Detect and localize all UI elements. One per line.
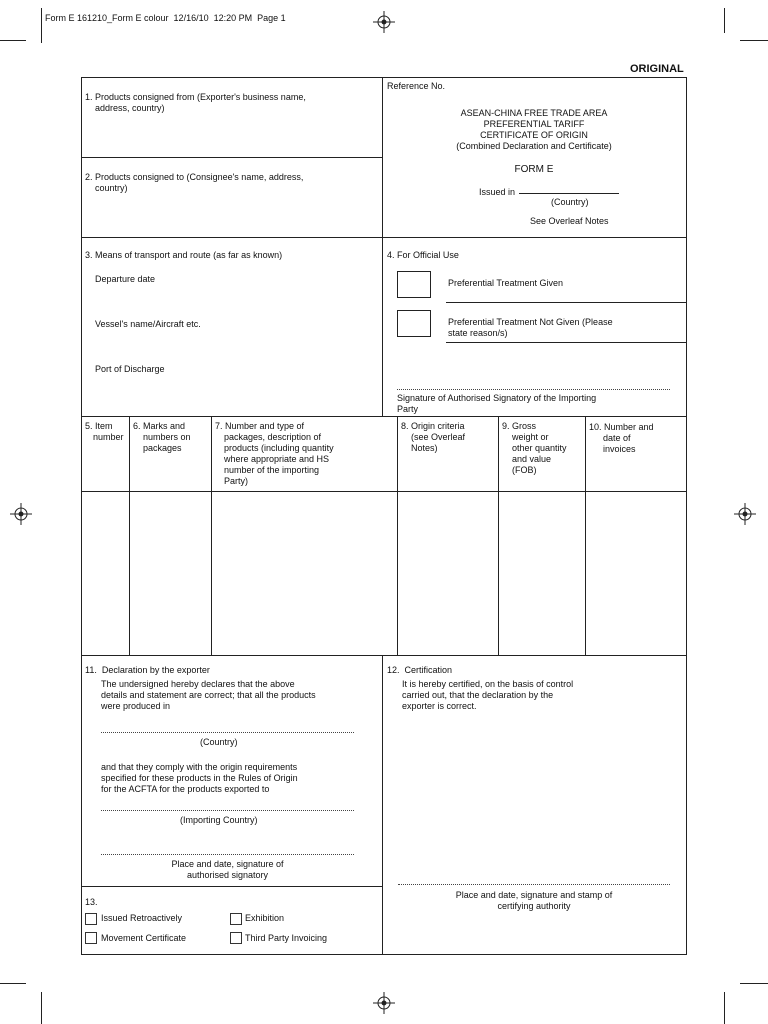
registration-mark-icon (373, 992, 395, 1014)
importing-signatory-label: Signature of Authorised Signatory of the Importing (397, 393, 597, 403)
form-subtitle: (Combined Declaration and Certificate) (456, 141, 612, 151)
issued-in-line (519, 193, 619, 194)
box11-label: 11. Declaration by the exporter (85, 665, 210, 675)
crop-mark (740, 983, 768, 984)
box2-label: country) (95, 183, 128, 193)
col-header-item-number: 5. Item (85, 421, 113, 431)
col-header-description: packages, description of (224, 432, 322, 442)
declaration-text: The undersigned hereby declares that the above (101, 679, 295, 689)
rule (129, 416, 130, 656)
third-party-invoicing-checkbox[interactable] (230, 932, 242, 944)
rule (397, 416, 398, 656)
original-label: ORIGINAL (630, 63, 684, 75)
reference-number-label: Reference No. (387, 81, 446, 91)
exhibition-checkbox[interactable] (230, 913, 242, 925)
col-header-gross-weight: (FOB) (512, 465, 537, 475)
treatment-given-label: Preferential Treatment Given (448, 278, 564, 288)
rule (81, 655, 686, 656)
form-frame (81, 77, 687, 955)
issued-retroactively-label: Issued Retroactively (101, 913, 183, 923)
issued-retroactively-checkbox[interactable] (85, 913, 97, 925)
declaration-text: were produced in (101, 701, 171, 711)
exporter-signature-line (101, 854, 354, 855)
box12-label: 12. Certification (387, 665, 453, 675)
crop-mark (41, 992, 42, 1024)
col-header-gross-weight: weight or (512, 432, 549, 442)
rule (81, 157, 382, 158)
importing-country-caption: (Importing Country) (180, 815, 258, 825)
form-title: PREFERENTIAL TARIFF (483, 119, 585, 129)
certification-text: exporter is correct. (402, 701, 477, 711)
overleaf-notes: See Overleaf Notes (530, 216, 609, 226)
movement-certificate-checkbox[interactable] (85, 932, 97, 944)
importing-signatory-label: Party (397, 404, 419, 414)
col-header-origin-criteria: Notes) (411, 443, 438, 453)
importing-country-line (101, 810, 354, 811)
rule (498, 416, 499, 656)
col-header-gross-weight: other quantity (512, 443, 567, 453)
box13-label: 13. (85, 897, 98, 907)
declaration-text: specified for these products in the Rules of Origin (101, 773, 298, 783)
rule (446, 302, 686, 303)
exporter-signature-caption: authorised signatory (186, 870, 269, 880)
col-header-item-number: number (93, 432, 124, 442)
treatment-not-given-label: state reason/s) (448, 328, 508, 338)
crop-mark (724, 8, 725, 33)
crop-mark (724, 992, 725, 1024)
declaration-text: for the ACFTA for the products exported to (101, 784, 270, 794)
departure-date-label: Departure date (95, 274, 156, 284)
vessel-label: Vessel's name/Aircraft etc. (95, 319, 201, 329)
declaration-text: and that they comply with the origin requirements (101, 762, 298, 772)
exhibition-label: Exhibition (245, 913, 285, 923)
col-header-origin-criteria: (see Overleaf (411, 432, 466, 442)
issued-country-caption: (Country) (551, 197, 589, 207)
print-slug: Form E 161210_Form E colour 12/16/10 12:20 PM Page 1 (45, 13, 286, 23)
col-header-invoices: invoices (603, 444, 636, 454)
box1-label: address, country) (95, 103, 165, 113)
col-header-marks: packages (143, 443, 182, 453)
certifying-signature-line (398, 884, 670, 885)
certifying-signature-caption: Place and date, signature and stamp of (455, 890, 613, 900)
rule (585, 416, 586, 656)
col-header-description: products (including quantity (224, 443, 334, 453)
country-line (101, 732, 354, 733)
issued-in-label: Issued in (479, 187, 516, 197)
certification-text: carried out, that the declaration by the (402, 690, 554, 700)
treatment-not-given-label: Preferential Treatment Not Given (Please (448, 317, 613, 327)
box2-label: 2. Products consigned to (Consignee's name, address, (85, 172, 304, 182)
crop-mark (0, 983, 26, 984)
movement-certificate-label: Movement Certificate (101, 933, 187, 943)
col-header-description: 7. Number and type of (215, 421, 305, 431)
treatment-given-checkbox[interactable] (397, 271, 431, 298)
exporter-signature-caption: Place and date, signature of (171, 859, 284, 869)
registration-mark-icon (373, 11, 395, 33)
form-title: CERTIFICATE OF ORIGIN (480, 130, 588, 140)
rule (81, 237, 686, 238)
col-header-description: where appropriate and HS (224, 454, 330, 464)
col-header-marks: numbers on (143, 432, 191, 442)
box1-label: 1. Products consigned from (Exporter's business name, (85, 92, 306, 102)
form-name: FORM E (514, 164, 554, 175)
signature-line (397, 389, 670, 390)
certifying-signature-caption: certifying authority (497, 901, 571, 911)
col-header-description: number of the importing (224, 465, 320, 475)
rule (211, 416, 212, 656)
declaration-text: details and statement are correct; that all the products (101, 690, 316, 700)
box3-label: 3. Means of transport and route (as far as known) (85, 250, 283, 260)
treatment-not-given-checkbox[interactable] (397, 310, 431, 337)
col-header-invoices: 10. Number and (589, 422, 654, 432)
col-header-description: Party) (224, 476, 249, 486)
registration-mark-icon (734, 503, 756, 525)
rule (81, 416, 686, 417)
rule (81, 886, 382, 887)
col-header-origin-criteria: 8. Origin criteria (401, 421, 465, 431)
box4-label: 4. For Official Use (387, 250, 459, 260)
crop-mark (0, 40, 26, 41)
crop-mark (740, 40, 768, 41)
col-header-invoices: date of (603, 433, 631, 443)
registration-mark-icon (10, 503, 32, 525)
rule (446, 342, 686, 343)
col-header-marks: 6. Marks and (133, 421, 186, 431)
certification-text: It is hereby certified, on the basis of control (402, 679, 574, 689)
col-header-gross-weight: and value (512, 454, 552, 464)
form-title: ASEAN-CHINA FREE TRADE AREA (460, 108, 608, 118)
country-caption: (Country) (200, 737, 238, 747)
port-of-discharge-label: Port of Discharge (95, 364, 165, 374)
rule (81, 491, 686, 492)
crop-mark (41, 8, 42, 43)
col-header-gross-weight: 9. Gross (502, 421, 537, 431)
third-party-invoicing-label: Third Party Invoicing (245, 933, 328, 943)
